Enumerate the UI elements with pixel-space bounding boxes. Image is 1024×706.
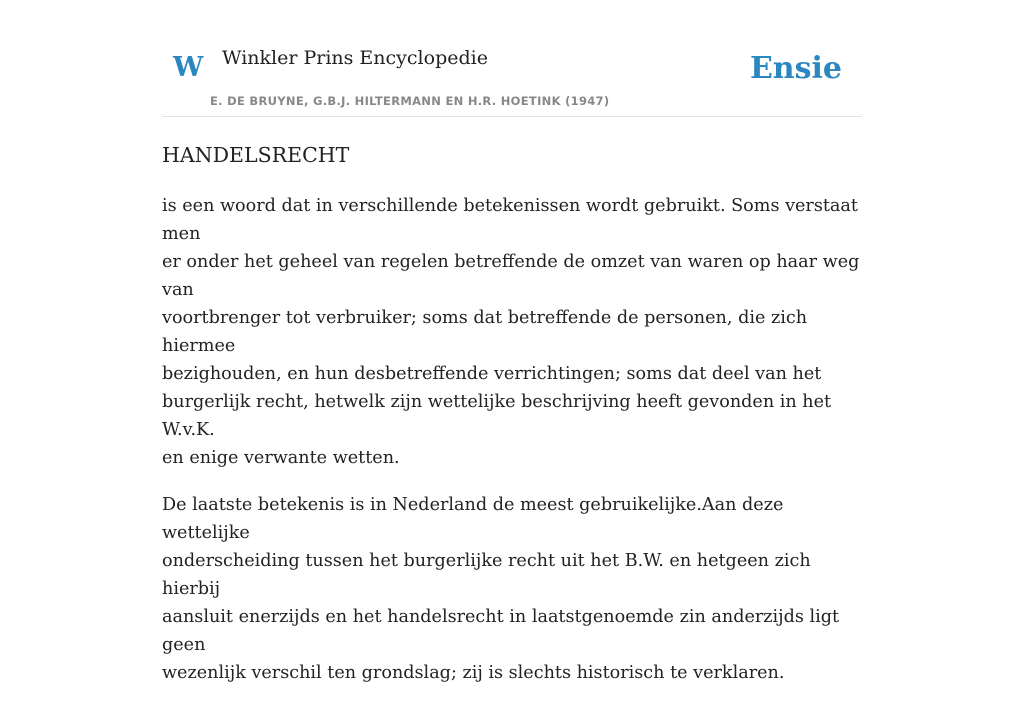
authors-byline: E. DE BRUYNE, G.B.J. HILTERMANN EN H.R. HOETINK (1947)	[210, 94, 610, 108]
site-title[interactable]: Winkler Prins Encyclopedie	[222, 47, 488, 69]
article-paragraph: is een woord dat in verschillende betekenissen wordt gebruikt. Soms verstaat men er onder het geheel van regelen betreffende de omzet van waren op haar weg van voortbrenger tot verbruiker; soms dat betreffende de personen, die zich hiermee bezighouden, en hun desbetreffende verrichtingen; soms dat deel van het burgerlijk recht, hetwelk zijn wettelijke beschrijving heeft gevonden in het W.v.K. en enige verwante wetten.	[162, 196, 860, 468]
brand-logo[interactable]: Ensie	[749, 51, 842, 86]
article-title: HANDELSRECHT	[162, 143, 350, 167]
article-paragraph: De laatste betekenis is in Nederland de meest gebruikelijke.Aan deze wettelijke onderscheiding tussen het burgerlijke recht uit het B.W. en hetgeen zich hierbij aansluit enerzijds en het handelsrecht in laatstgenoemde zin anderzijds ligt geen wezenlijk verschil ten grondslag; zij is slechts historisch te verklaren.	[162, 495, 840, 683]
article-body	[162, 192, 862, 706]
site-header	[162, 0, 862, 117]
site-logo-icon[interactable]: W	[173, 52, 204, 83]
